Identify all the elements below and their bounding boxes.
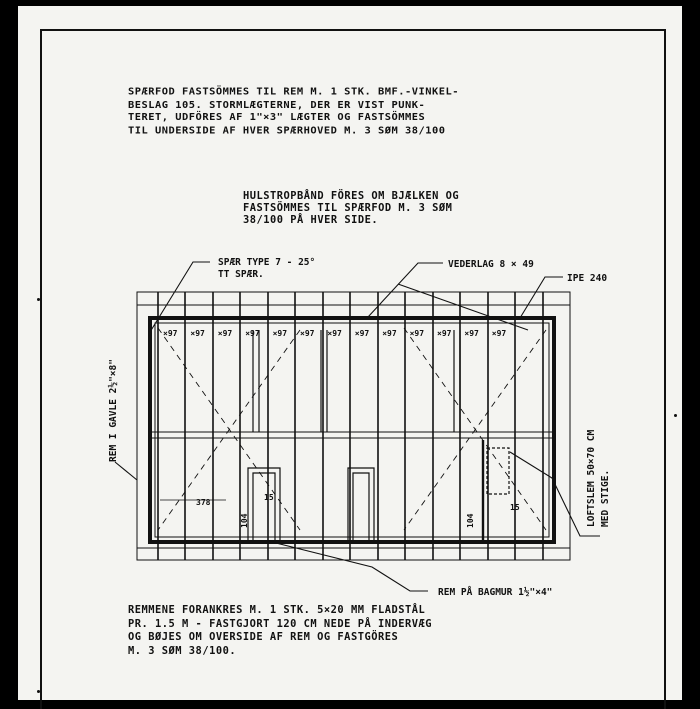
spacing-label: ×97 <box>245 329 260 338</box>
spacing-label: ×97 <box>382 329 397 338</box>
dim-378: 378 <box>196 498 211 507</box>
label-spaer-type: SPÆR TYPE 7 - 25° <box>218 257 316 268</box>
spacing-label: ×97 <box>217 329 233 338</box>
rafters <box>158 292 543 560</box>
note-rafter-fixing: SPÆRFOD FASTSÖMMES TIL REM M. 1 STK. BMF.-VINKEL- BESLAG 105. STORMLÆGTERNE, DER ER VIST PUNK- TERET, UDFÖRES AF 1"×3" LÆGTER OG FASTSÖMMES TIL UNDERSIDE AF HVER SPÆRHOVED M. 3 SØM 38/100 <box>128 86 460 136</box>
label-rem-gavle: REM I GAVLE 2½"×8" <box>108 359 119 462</box>
spacing-label: ×97 <box>272 329 288 338</box>
label-tt-spaer: TT SPÆR. <box>218 269 264 280</box>
spacing-label: ×97 <box>190 329 205 338</box>
label-vederlag: VEDERLAG 8 × 49 <box>448 259 534 270</box>
spacing-label: ×97 <box>327 329 342 338</box>
note-strap: HULSTROPBÅND FÖRES OM BJÆLKEN OG FASTSÖMMES TIL SPÆRFOD M. 3 SØM 38/100 PÅ HVER SIDE. <box>243 190 460 226</box>
label-ipe: IPE 240 <box>567 273 608 284</box>
spacing-label: ×97 <box>354 329 370 338</box>
spacing-label: ×97 <box>409 329 425 338</box>
dim-104: 104 <box>240 513 249 528</box>
spacing-label: ×97 <box>163 329 178 338</box>
dim-104: 104 <box>466 513 475 528</box>
spacing-dimensions <box>163 329 506 338</box>
wall-plate <box>150 318 554 542</box>
dim-15: 15 <box>510 503 520 512</box>
label-rem-bagmur: REM PÅ BAGMUR 1½"×4" <box>438 587 553 598</box>
label-loftslem: LOFTSLEM 50×70 CM <box>586 429 597 527</box>
spacing-label: ×97 <box>437 329 452 338</box>
note-anchoring: REMMENE FORANKRES M. 1 STK. 5×20 MM FLADSTÅL PR. 1.5 M - FASTGJORT 120 CM NEDE PÅ INDERVÆG OG BØJES OM OVERSIDE AF REM OG FASTGÖRES M. 3 SØM 38/100. <box>128 604 433 657</box>
wall-plate-inner <box>155 323 549 537</box>
spacing-label: ×97 <box>491 329 507 338</box>
spacing-label: ×97 <box>300 329 315 338</box>
label-med-stige: MED STIGE. <box>600 469 611 527</box>
spacing-label: ×97 <box>464 329 479 338</box>
dim-15: 15 <box>264 493 274 502</box>
